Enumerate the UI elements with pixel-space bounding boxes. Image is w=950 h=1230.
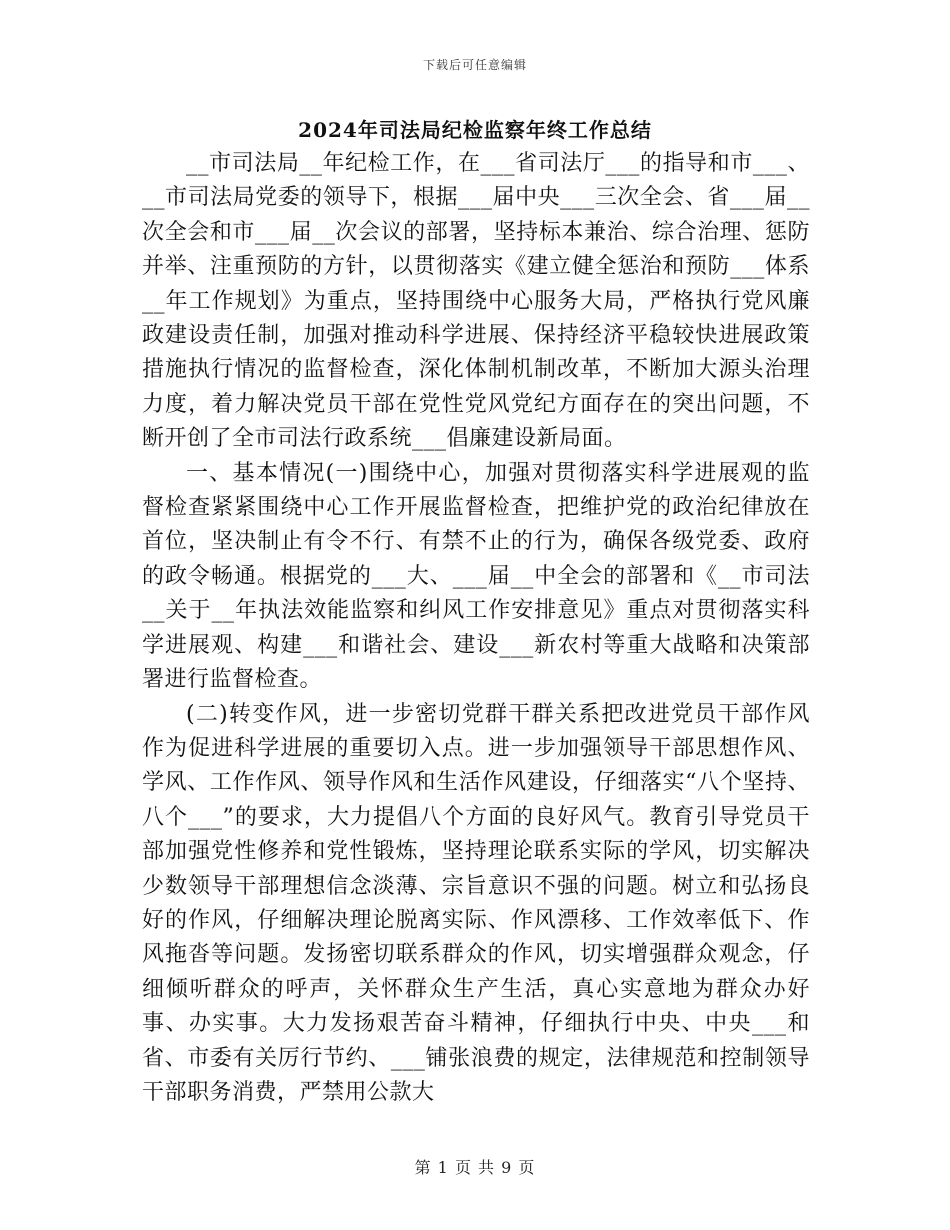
paragraph-basic-situation: 一、基本情况(一)围绕中心，加强对贯彻落实科学进展观的监督检查紧紧围绕中心工作开展监督检查，把维护党的政治纪律放在首位，坚决制止有令不行、有禁不止的行为，确保各级党委、政府的政令畅通。根据党的___大、___届__中全会的部署和《__市司法__关于__年执法效能监察和纠风工作安排意见》重点对贯彻落实科学进展观、构建___和谐社会、建设___新农村等重大战略和决策部署进行监督检查。 [142,460,810,693]
paragraph-style-transformation: (二)转变作风，进一步密切党群干群关系把改进党员干部作风作为促进科学进展的重要切入点。进一步加强领导干部思想作风、学风、工作作风、领导作风和生活作风建设，仔细落实“八个坚持、八个___”的要求，大力提倡八个方面的良好风气。教育引导党员干部加强党性修养和党性锻炼，坚持理论联系实际的学风，切实解决少数领导干部理想信念淡薄、宗旨意识不强的问题。树立和弘扬良好的作风，仔细解决理论脱离实际、作风漂移、工作效率低下、作风拖沓等问题。发扬密切联系群众的作风，切实增强群众观念，仔细倾听群众的呼声，关怀群众生产生活，真心实意地为群众办好事、办实事。大力发扬艰苦奋斗精神，仔细执行中央、中央___和省、市委有关厉行节约、___铺张浪费的规定，法律规范和控制领导干部职务消费，严禁用公款大 [142,701,810,1105]
header-note: 下载后可任意编辑 [422,58,527,72]
paragraph-intro: __市司法局__年纪检工作，在___省司法厅___的指导和市___、__市司法局党委的领导下，根据___届中央___三次全会、省___届__次全会和市___届__次会议的部署，坚持标本兼治、综合治理、惩防并举、注重预防的方针，以贯彻落实《建立健全惩治和预防___体系__年工作规划》为重点，坚持围绕中心服务大局，严格执行党风廉政建设责任制，加强对推动科学进展、保持经济平稳较快进展政策措施执行情况的监督检查，深化体制机制改革，不断加大源头治理力度，着力解决党员干部在党性党风党纪方面存在的突出问题，不断开创了全市司法行政系统___倡廉建设新局面。 [142,151,810,452]
page-number-footer: 第 1 页 共 9 页 [414,1158,536,1177]
document-title: 2024年司法局纪检监察年终工作总结 [298,118,652,142]
document-body [142,147,810,1110]
